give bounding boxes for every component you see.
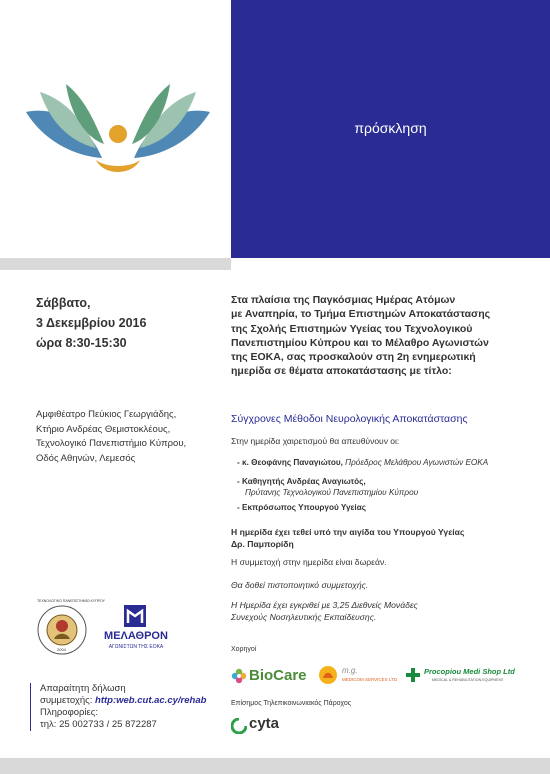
registration-link[interactable]: http:web.cut.ac.cy/rehab xyxy=(95,695,207,706)
melathron-text: ΜΕΛΑΘΡΟΝ xyxy=(104,630,168,642)
seminar-title: Σύγχρονες Μέθοδοι Νευρολογικής Αποκατάστασης xyxy=(231,413,468,425)
ceu-line: Συνεχούς Νοσηλευτικής Εκπαίδευσης. xyxy=(231,611,377,622)
venue-line: Αμφιθέατρο Πεύκιος Γεωργιάδης, xyxy=(36,409,177,420)
intro-line: Στα πλαίσια της Παγκόσμιας Ημέρας Ατόμων xyxy=(231,294,456,306)
speaker-3 xyxy=(237,502,537,513)
certificate-note: Θα δοθεί πιστοποιητικό συμμετοχής. xyxy=(231,580,369,590)
free-participation-note: Η συμμετοχή στην ημερίδα είναι δωρεάν. xyxy=(231,557,387,567)
venue-line: Κτήριο Ανδρέας Θεμιστοκλέους, xyxy=(36,423,171,435)
speaker-3-name: - Εκπρόσωπος Υπουργού Υγείας xyxy=(237,503,366,512)
event-date-block xyxy=(36,293,226,353)
sponsors-label: Χορηγοί xyxy=(231,646,257,653)
auspices-line: Δρ. Παμπορίδη xyxy=(231,538,294,549)
speaker-2-role: Πρύτανης Τεχνολογικού Πανεπιστημίου Κύπρου xyxy=(245,488,419,497)
seal-year: 2004 xyxy=(57,647,66,652)
event-day: Σάββατο, xyxy=(36,296,91,310)
registration-label: Απαραίτητη δήλωση xyxy=(40,683,126,694)
telecom-label: Επίσημος Τηλεπικοινωνιακός Πάροχος xyxy=(231,700,352,707)
auspices-line: Η ημερίδα έχει τεθεί υπό την αιγίδα του Υπουργού Υγείας xyxy=(231,527,465,537)
procopiou-logo xyxy=(406,666,536,688)
mg-subtext: MEDICOM SERVICES LTD xyxy=(342,677,398,682)
event-time: ώρα 8:30-15:30 xyxy=(36,336,127,350)
registration-block xyxy=(30,683,235,731)
divider-bar xyxy=(0,258,231,270)
invitation-title: πρόσκληση xyxy=(354,120,427,136)
intro-line: της Σχολής Επιστημών Υγείας του Τεχνολογικού xyxy=(231,322,473,335)
logo-dot xyxy=(109,125,127,143)
venue-line: Οδός Αθηνών, Λεμεσός xyxy=(36,452,136,464)
footer-bar xyxy=(0,758,550,774)
speaker-1-role: Πρόεδρος Μελάθρου Αγωνιστών ΕΟΚΑ xyxy=(345,458,489,467)
melathron-emblem-icon xyxy=(124,605,146,627)
mg-logo xyxy=(318,664,398,688)
speaker-1-name: - κ. Θεοφάνης Παναγιώτου, xyxy=(237,458,343,467)
intro-line: της ΕΟΚΑ, σας προσκαλούν στη 2η ενημερωτική xyxy=(231,351,476,364)
venue-line: Τεχνολογικό Πανεπιστήμιο Κύπρου, xyxy=(36,438,187,449)
medical-cross-icon xyxy=(406,668,420,682)
registration-label-2: συμμετοχής: xyxy=(40,695,96,706)
melathron-subtext: ΑΓΩΝΙΣΤΩΝ ΤΗΣ ΕΟΚΑ xyxy=(108,644,164,650)
procopiou-text: Procopiou Medi Shop Ltd xyxy=(424,667,515,676)
leaf-logo-icon xyxy=(18,82,218,192)
logo-right-leaves xyxy=(132,84,210,158)
auspices-note xyxy=(231,527,536,550)
university-seal xyxy=(37,599,105,655)
intro-paragraph xyxy=(231,293,536,379)
speaker-1 xyxy=(237,457,537,468)
logo-left-leaves xyxy=(26,84,104,158)
cyta-text: cyta xyxy=(249,715,280,732)
mg-emblem-icon xyxy=(318,665,338,685)
ceu-note xyxy=(231,600,536,623)
speaker-2 xyxy=(237,476,537,498)
intro-line: Πανεπιστημίου Κύπρου και το Μέλαθρο Αγωνιστών xyxy=(231,336,489,349)
intro-line: με Αναπηρία, το Τμήμα Επιστημών Αποκατάστασης xyxy=(231,308,491,321)
biocare-text: BioCare xyxy=(249,667,307,684)
event-date: 3 Δεκεμβρίου 2016 xyxy=(36,316,147,330)
intro-line: ημερίδα σε θέματα αποκατάστασης με τίτλο: xyxy=(231,365,452,378)
venue-block xyxy=(36,408,226,466)
cyta-logo xyxy=(231,715,291,737)
info-phones: τηλ: 25 002733 / 25 872287 xyxy=(40,719,157,730)
speakers-intro: Στην ημερίδα χαιρετισμού θα απευθύνουν οι: xyxy=(231,436,400,446)
melathron-logo xyxy=(104,605,168,655)
ceu-line: Η Ημερίδα έχει εγκριθεί με 3,25 Διεθνείς Μονάδες xyxy=(231,600,418,610)
biocare-logo xyxy=(231,666,311,686)
registration-line xyxy=(40,695,235,707)
procopiou-subtext: MEDICAL & REHABILITATION EQUIPMENT xyxy=(432,678,504,682)
speaker-2-name: - Καθηγητής Ανδρέας Αναγιωτός, xyxy=(237,477,366,486)
mg-text: m.g. xyxy=(342,666,358,675)
logo-bowl xyxy=(96,160,140,172)
seal-ring-text: ΤΕΧΝΟΛΟΓΙΚΟ ΠΑΝΕΠΙΣΤΗΜΙΟ ΚΥΠΡΟΥ xyxy=(37,599,105,603)
biocare-flower-icon xyxy=(231,668,247,684)
info-label: Πληροφορίες: xyxy=(40,707,98,718)
